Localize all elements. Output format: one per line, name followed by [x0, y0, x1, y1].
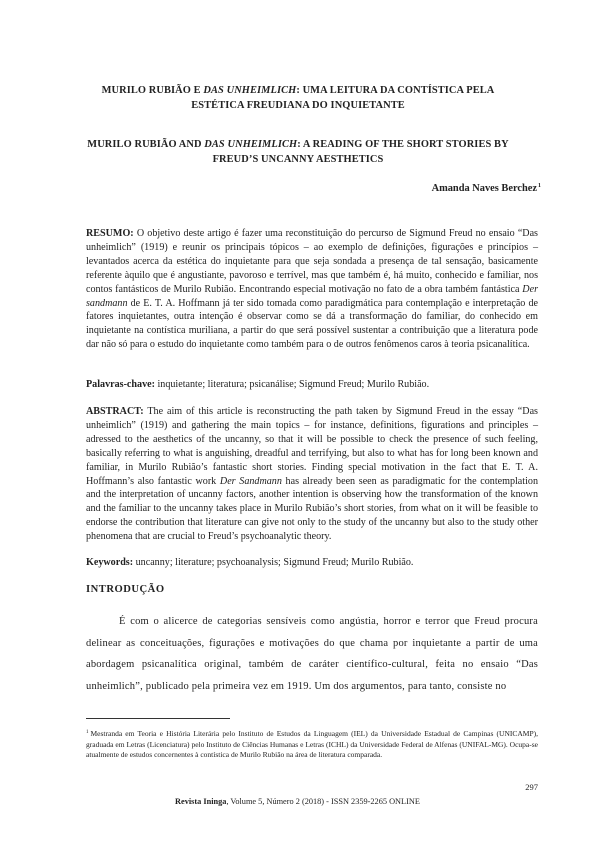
abstract-text-1: The aim of this article is reconstructing the path taken by Sigmund Freud in the essay “Das unheimlich” (1919) and gathering the main topics – for instance, definitions, figurations and principles – adressed to the aesthetics of the uncanny, so that it will be possible to check the presence of such feeling, basically referring to what is anguishing, dreadful and terrifying, but also to what has for long been known and familiar, in Murilo Rubião’s fantastic short stories. Finding special motivation in the fact that E. T. A. Hoffmann’s also fantastic work: [86, 406, 538, 487]
title-pt-italic: DAS UNHEIMLICH: [203, 85, 297, 96]
resumo-label: RESUMO:: [86, 228, 134, 239]
keywords-english: [86, 556, 538, 570]
footnote-divider: [86, 718, 230, 719]
keywords-pt-text: inquietante; literatura; psicanálise; Sigmund Freud; Murilo Rubião.: [154, 379, 430, 390]
resumo-paragraph: [86, 227, 538, 352]
page-number: 297: [525, 782, 538, 792]
keywords-portuguese: [86, 378, 538, 392]
abstract-paragraph: [86, 405, 538, 544]
title-en-part1: MURILO RUBIÃO AND: [87, 139, 205, 150]
footer-issue-info: , Volume 5, Número 2 (2018) - ISSN 2359-2265 ONLINE: [226, 797, 420, 806]
footer-journal-name: Revista Ininga: [175, 797, 227, 806]
resumo-text-1: O objetivo deste artigo é fazer uma reconstituição do percurso de Sigmund Freud no ensaio “Das unheimlich” (1919) e reunir os principais tópicos – ao exemplo de definições, figurações e princípios – levantados acerca da estética do inquietante para que seja sondada a presença de tal sensação, basicamente referente àquilo que é angustiante, pavoroso e terrível, mas que também é, há muito, conhecido e familiar, nos contos fantásticos de Murilo Rubião. Encontrando especial motivação no fato de a obra também fantástica: [86, 228, 538, 295]
resumo-italic-title: Der sandmann: [86, 283, 538, 309]
footnote-text: Mestranda em Teoria e História Literária pelo Instituto de Estudos da Linguagem (IEL) da Universidade Estadual de Campinas (UNICAMP), graduada em Letras (Licenciatura) pelo Instituto de Ciências Humanas e Letras (ICHL) da Universidade Federal de Alfenas (UNIFAL-MG). Ocupa-se atualmente de estudos concernentes à contística de Murilo Rubião na área de literatura comparada.: [86, 729, 538, 760]
body-paragraph: [86, 611, 538, 697]
section-heading: INTRODUÇÃO: [86, 584, 165, 595]
keywords-en-text: uncanny; literature; psychoanalysis; Sigmund Freud; Murilo Rubião.: [133, 557, 414, 568]
title-english: [80, 137, 516, 167]
body-text: É com o alicerce de categorias sensíveis como angústia, horror e terror que Freud procura delinear as conceituações, figurações e motivações do que chama por inquietante a partir de uma abordagem psicanalítica original, também de caráter científico-cultural, feita no ensaio “Das unheimlich”, publicado pela primeira vez em 1919. Um dos argumentos, para tanto, consiste no: [86, 616, 538, 692]
footnote: [86, 728, 538, 761]
title-pt-part2: : UMA LEITURA DA CONTÍSTICA PELA ESTÉTICA FREUDIANA DO INQUIETANTE: [191, 85, 495, 111]
title-portuguese: [80, 83, 516, 113]
title-en-part2: : A READING OF THE SHORT STORIES BY FREUD’S UNCANNY AESTHETICS: [212, 139, 509, 165]
footnote-reference: 1: [538, 183, 541, 189]
author-name-text: Amanda Naves Berchez: [431, 183, 537, 194]
abstract-text-2: has already been seen as paradigmatic for the contemplation and the interpretation of uncanny factors, another intention is observing how the transformation of the known and the familiar to the uncanny takes place in Murilo Rubião’s short stories, from what on it will be feasible to endorse the contribution that literature can give not only to the study of the uncanny but also to the study other phenomena that are crucial to Freud’s psychoanalytic theory.: [86, 475, 538, 543]
keywords-en-label: Keywords:: [86, 557, 134, 568]
resumo-text-2: de E. T. A. Hoffmann já ter sido tomada como paradigmática para contemplação e interpretação de fatores inquietantes, outra intenção é observar como se dá a transformação do familiar, do conhecido em inquietante na contística muriliana, a partir do que será possível sustentar a contribuição que a literatura pode dar não só para o estudo do inquietante como também para o de outros fenômenos caros à teoria psicanalítica.: [86, 297, 538, 351]
keywords-pt-label: Palavras-chave:: [86, 379, 155, 390]
abstract-label: ABSTRACT:: [86, 406, 144, 417]
footnote-mark: 1: [86, 730, 89, 735]
title-en-italic: DAS UNHEIMLICH: [204, 139, 298, 150]
author-name: [432, 183, 541, 194]
title-pt-part1: MURILO RUBIÃO E: [101, 85, 204, 96]
abstract-italic-title: Der Sandmann: [219, 475, 282, 487]
page-footer: [0, 797, 595, 806]
